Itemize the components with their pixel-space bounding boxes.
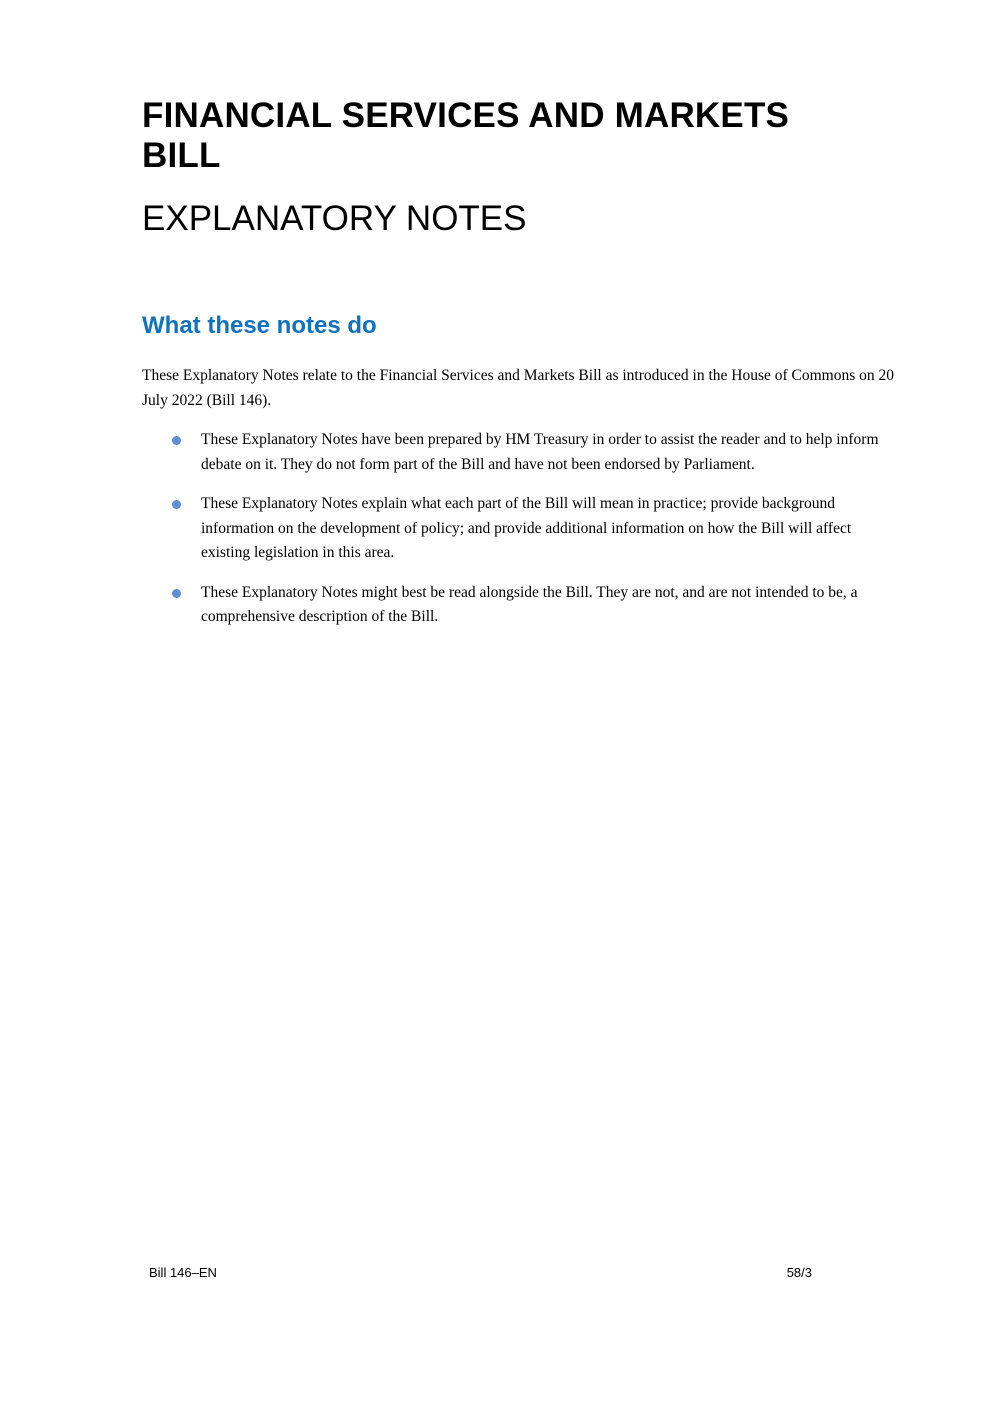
bullet-text: These Explanatory Notes might best be read alongside the Bill. They are not, and are not intended to be, a comprehensive description of the Bill. <box>201 583 858 625</box>
bullet-item <box>142 492 902 566</box>
bullet-dot-icon <box>172 589 181 598</box>
footer-page-reference: 58/3 <box>786 1265 812 1280</box>
bullet-item <box>142 581 902 630</box>
document-subtitle: EXPLANATORY NOTES <box>142 199 527 238</box>
bullet-list <box>142 428 902 645</box>
document-title: FINANCIAL SERVICES AND MARKETS BILL <box>142 96 790 175</box>
footer-bill-reference: Bill 146–EN <box>149 1265 217 1280</box>
bullet-dot-icon <box>172 500 181 509</box>
intro-paragraph: These Explanatory Notes relate to the Financial Services and Markets Bill as introduced in the House of Commons on 20 July 2022 (Bill 146). <box>142 367 895 409</box>
bullet-text: These Explanatory Notes explain what each part of the Bill will mean in practice; provide background information on the development of policy; and provide additional information on how the Bill will affect existing legislation in this area. <box>201 495 852 561</box>
bullet-text: These Explanatory Notes have been prepared by HM Treasury in order to assist the reader and to help inform debate on it. They do not form part of the Bill and have not been endorsed by Parliament. <box>201 431 879 473</box>
section-heading: What these notes do <box>142 312 377 339</box>
bullet-dot-icon <box>172 436 181 445</box>
bullet-item <box>142 428 902 477</box>
